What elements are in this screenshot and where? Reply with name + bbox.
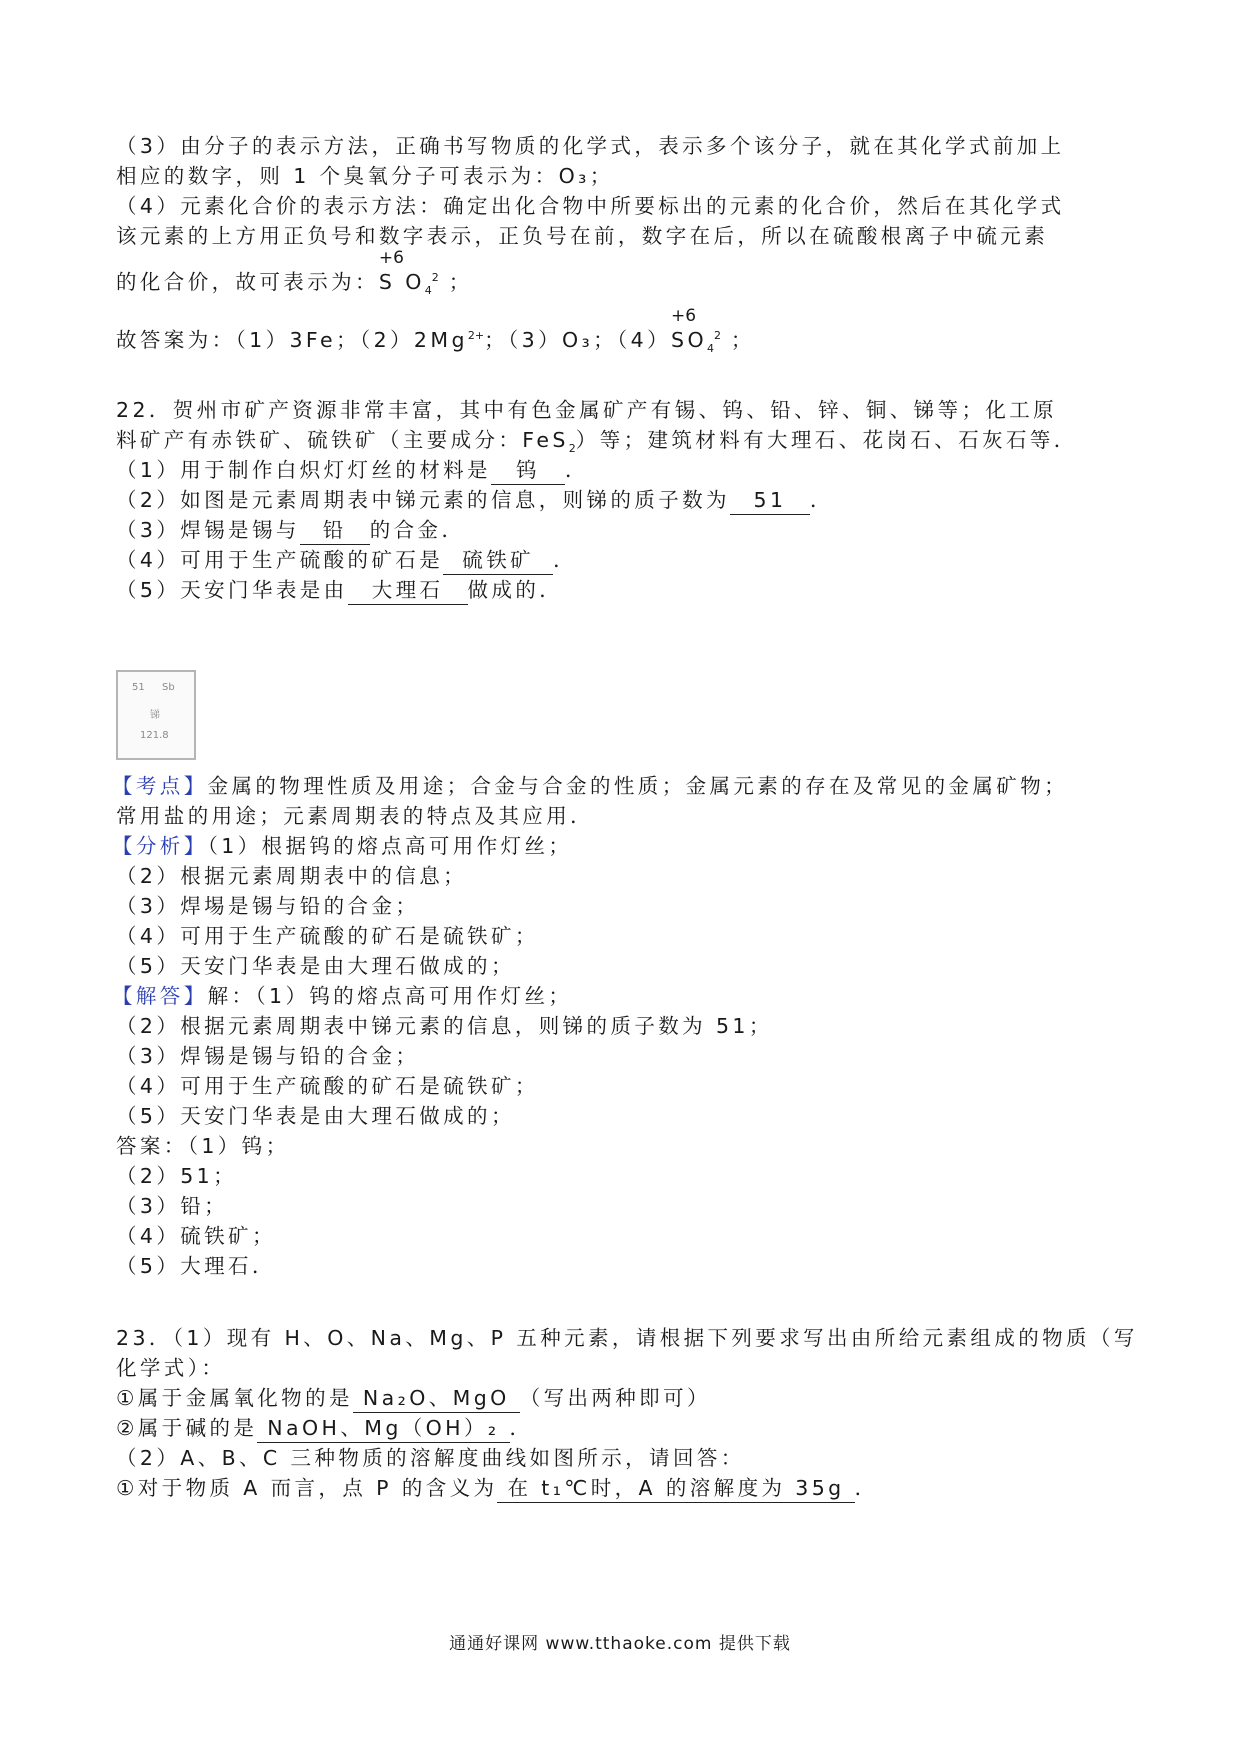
answer-blank: 51 bbox=[730, 486, 810, 515]
section-tag: 【分析】 bbox=[112, 834, 208, 858]
text-line: 该元素的上方用正负号和数字表示，正负号在前，数字在后，所以在硫酸根离子中硫元素 bbox=[116, 224, 1049, 248]
valence-mark: +6 bbox=[378, 247, 404, 268]
text-segment: ；（3）O₃；（4） bbox=[484, 327, 672, 352]
answer-blank: NaOH、Mg（OH）₂ bbox=[257, 1414, 509, 1443]
text-line: （2）51； bbox=[116, 1164, 238, 1188]
atomic-mass: 121.8 bbox=[140, 730, 169, 741]
answer-blank: 大理石 bbox=[348, 576, 468, 605]
superscript: 2+ bbox=[467, 329, 485, 342]
section-tag: 【解答】 bbox=[112, 984, 208, 1008]
answer-blank: 钨 bbox=[491, 456, 565, 485]
question-22-part bbox=[116, 456, 589, 485]
text-line: （4）硫铁矿； bbox=[116, 1224, 276, 1248]
question-22-part bbox=[116, 516, 465, 545]
text-segment: ①属于金属氧化物的是 bbox=[116, 1386, 353, 1410]
periodic-table-element-card bbox=[116, 670, 196, 760]
answer-blank: 在 t₁℃时，A 的溶解度为 35g bbox=[497, 1474, 854, 1503]
atomic-number: 51 bbox=[132, 682, 145, 693]
question-23-stem: 23．（1）现有 H、O、Na、Mg、P 五种元素，请根据下列要求写出由所给元素组成的物质（写 bbox=[116, 1326, 1138, 1350]
text-segment: （1）根据钨的熔点高可用作灯丝； bbox=[207, 834, 573, 858]
text-line: （3）铅； bbox=[116, 1194, 229, 1218]
text-segment: 做成的． bbox=[467, 578, 564, 602]
text-line: 常用盐的用途；元素周期表的特点及其应用． bbox=[116, 804, 594, 828]
text-line: （4）可用于生产硫酸的矿石是硫铁矿； bbox=[116, 924, 539, 948]
symbol: O bbox=[687, 327, 707, 352]
text-segment: ①对于物质 A 而言，点 P 的含义为 bbox=[116, 1476, 498, 1500]
text-segment: ）等；建筑材料有大理石、花岗石、石灰石等． bbox=[575, 428, 1078, 452]
question-22-part bbox=[116, 486, 834, 515]
element-symbol: Sb bbox=[162, 682, 175, 693]
text-line: （4）可用于生产硫酸的矿石是硫铁矿； bbox=[116, 1074, 539, 1098]
text-segment: 的合金． bbox=[369, 518, 466, 542]
text-segment: ②属于碱的是 bbox=[116, 1416, 258, 1440]
text-segment: （5）天安门华表是由 bbox=[116, 578, 348, 602]
jieda-line bbox=[112, 982, 572, 1010]
text-line: （3）焊埸是锡与铅的合金； bbox=[116, 894, 420, 918]
question-22-part bbox=[116, 576, 563, 605]
question-23-stem: 化学式）： bbox=[116, 1356, 226, 1380]
symbol: O bbox=[405, 269, 425, 294]
text-segment: 解：（1）钨的熔点高可用作灯丝； bbox=[207, 984, 573, 1008]
text-segment: ． bbox=[809, 488, 834, 512]
symbol: S bbox=[671, 327, 688, 352]
text-segment: （3）焊锡是锡与 bbox=[116, 518, 300, 542]
subscript: 2 bbox=[568, 442, 576, 456]
text-segment: （写出两种即可） bbox=[519, 1386, 711, 1410]
text-line: （4）元素化合价的表示方法：确定出化合物中所要标出的元素的化合价，然后在其化学式 bbox=[116, 194, 1065, 218]
answer-blank: 铅 bbox=[300, 516, 370, 545]
text-segment: （2）如图是元素周期表中锑元素的信息，则锑的质子数为 bbox=[116, 488, 730, 512]
text-segment: （1）用于制作白炽灯灯丝的材料是 bbox=[116, 458, 491, 482]
text-line: （3）由分子的表示方法，正确书写物质的化学式，表示多个该分子，就在其化学式前加上 bbox=[116, 134, 1065, 158]
answer-blank: 硫铁矿 bbox=[443, 546, 553, 575]
question-23-part bbox=[116, 1474, 879, 1503]
valence-mark: +6 bbox=[671, 305, 697, 326]
kaodian-line bbox=[112, 772, 1068, 800]
text-line-valence bbox=[116, 247, 473, 305]
element-name: 锑 bbox=[150, 710, 160, 721]
text-line: （5）大理石． bbox=[116, 1254, 276, 1278]
text-line: （3）焊锡是锡与铅的合金； bbox=[116, 1044, 420, 1068]
text-segment: ． bbox=[564, 458, 589, 482]
section-tag: 【考点】 bbox=[112, 774, 208, 798]
valence-sulfur bbox=[378, 247, 404, 296]
question-23-part bbox=[116, 1414, 533, 1443]
text-segment: （4）可用于生产硫酸的矿石是 bbox=[116, 548, 444, 572]
text-segment: 料矿产有赤铁矿、硫铁矿（主要成分：FeS bbox=[116, 428, 569, 452]
text-segment: 金属的物理性质及用途；合金与合金的性质；金属元素的存在及常见的金属矿物； bbox=[207, 774, 1069, 798]
text-line: （2）根据元素周期表中锑元素的信息，则锑的质子数为 51； bbox=[116, 1014, 773, 1038]
text-line: 答案：（1）钨； bbox=[116, 1134, 290, 1158]
text-line: （2）根据元素周期表中的信息； bbox=[116, 864, 468, 888]
valence-sulfur bbox=[671, 305, 697, 354]
text-segment: ； bbox=[448, 269, 473, 294]
text-segment: ． bbox=[553, 548, 578, 572]
text-segment: ； bbox=[730, 327, 755, 352]
text-segment: ． bbox=[854, 1476, 879, 1500]
question-22-part bbox=[116, 546, 577, 575]
question-23-part: （2）A、B、C 三种物质的溶解度曲线如图所示，请回答： bbox=[116, 1446, 745, 1470]
question-22-stem: 22．贺州市矿产资源非常丰富，其中有色金属矿产有锡、钨、铅、锌、铜、锑等；化工原 bbox=[116, 398, 1058, 422]
subscript: 4 bbox=[424, 283, 432, 297]
text-line: （5）天安门华表是由大理石做成的； bbox=[116, 1104, 515, 1128]
superscript: 2 bbox=[431, 271, 439, 284]
subscript: 4 bbox=[707, 341, 714, 355]
text-line-answer bbox=[116, 305, 755, 363]
page-footer: 通通好课网 www.tthaoke.com 提供下载 bbox=[449, 1634, 791, 1654]
text-segment: 的化合价，故可表示为： bbox=[116, 269, 379, 294]
text-line: 相应的数字，则 1 个臭氧分子可表示为：O₃； bbox=[116, 164, 614, 188]
text-segment: ． bbox=[509, 1416, 534, 1440]
text-segment: 故答案为：（1）3Fe；（2）2Mg bbox=[116, 327, 468, 352]
text-line: （5）天安门华表是由大理石做成的； bbox=[116, 954, 515, 978]
fenxi-line bbox=[112, 832, 572, 860]
answer-blank: Na₂O、MgO bbox=[353, 1384, 520, 1413]
question-23-part bbox=[116, 1384, 711, 1413]
symbol: S bbox=[378, 269, 396, 294]
superscript: 2 bbox=[714, 329, 721, 342]
